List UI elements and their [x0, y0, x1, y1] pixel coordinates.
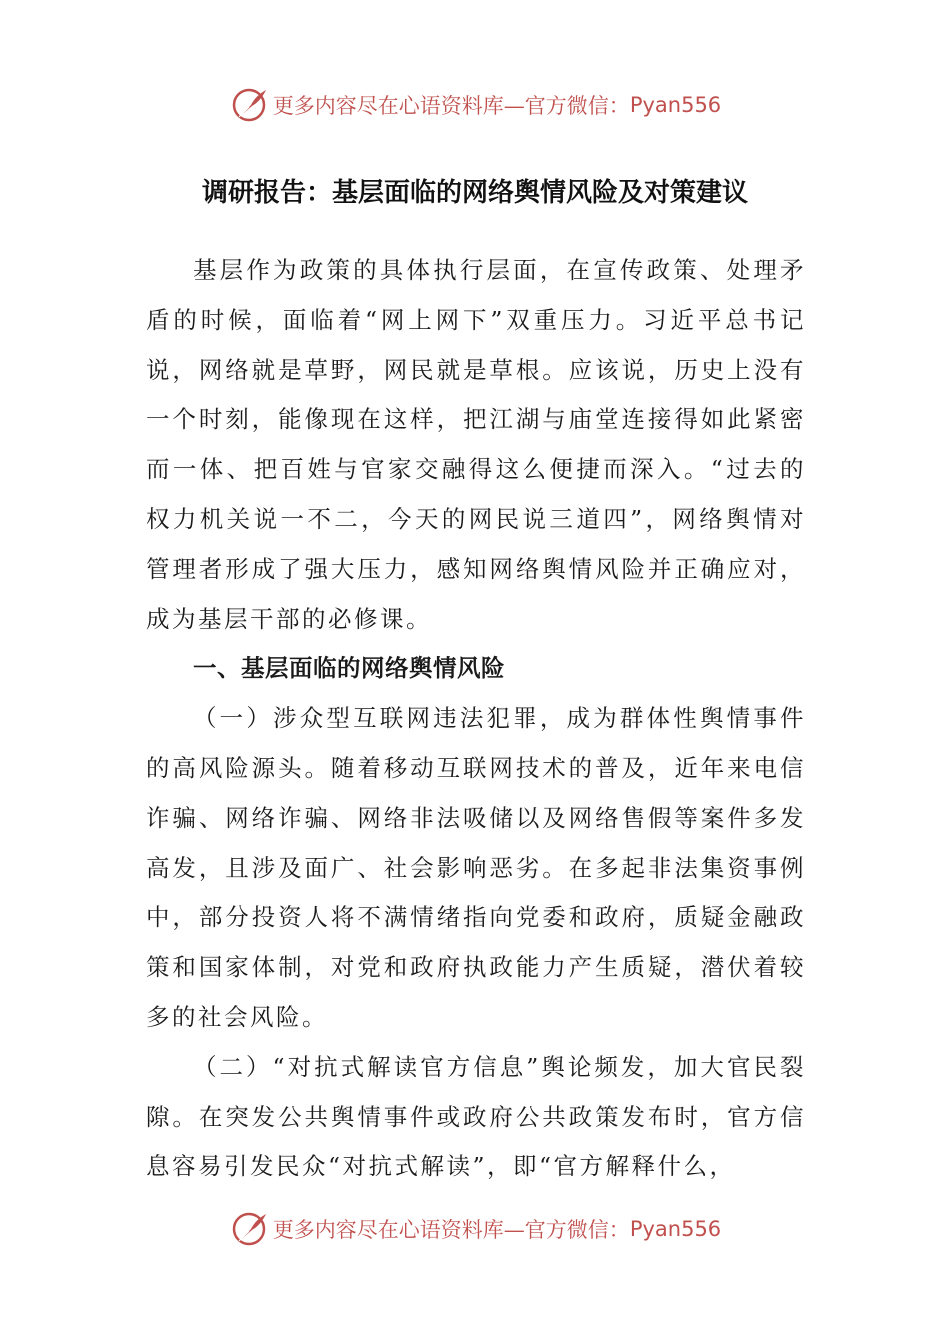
- intro-paragraph: 基层作为政策的具体执行层面，在宣传政策、处理矛盾的时候，面临着“网上网下”双重压力。习近平总书记说，网络就是草野，网民就是草根。应该说，历史上没有一个时刻，能像现在这样，把江湖与庙堂连接得如此紧密而一体、把百姓与官家交融得这么便捷而深入。“过去的权力机关说一不二，今天的网民说三道四”，网络舆情对管理者形成了强大压力，感知网络舆情风险并正确应对，成为基层干部的必修课。: [146, 256, 806, 633]
- document-body: [146, 246, 806, 1192]
- watermark-wechat-id: Pyan556: [629, 1217, 722, 1241]
- watermark-header: [0, 82, 950, 128]
- quill-pen-logo-icon: [229, 85, 269, 125]
- quill-pen-logo-icon: [229, 1209, 269, 1249]
- document-title: 调研报告：基层面临的网络舆情风险及对策建议: [201, 178, 748, 208]
- watermark-wechat-id: Pyan556: [629, 93, 722, 117]
- section-heading: 一、基层面临的网络舆情风险: [193, 654, 505, 683]
- watermark-footer: [0, 1206, 950, 1252]
- watermark-text: 更多内容尽在心语资料库—官方微信：: [272, 94, 630, 118]
- watermark-text: 更多内容尽在心语资料库—官方微信：: [272, 1218, 630, 1242]
- body-paragraph: （一）涉众型互联网违法犯罪，成为群体性舆情事件的高风险源头。随着移动互联网技术的普及，近年来电信诈骗、网络诈骗、网络非法吸储以及网络售假等案件多发高发，且涉及面广、社会影响恶劣。在多起非法集资事例中，部分投资人将不满情绪指向党委和政府，质疑金融政策和国家体制，对党和政府执政能力产生质疑，潜伏着较多的社会风险。: [146, 704, 806, 1031]
- body-paragraph: （二）“对抗式解读官方信息”舆论频发，加大官民裂隙。在突发公共舆情事件或政府公共政策发布时，官方信息容易引发民众“对抗式解读”，即“官方解释什么，: [146, 1052, 806, 1181]
